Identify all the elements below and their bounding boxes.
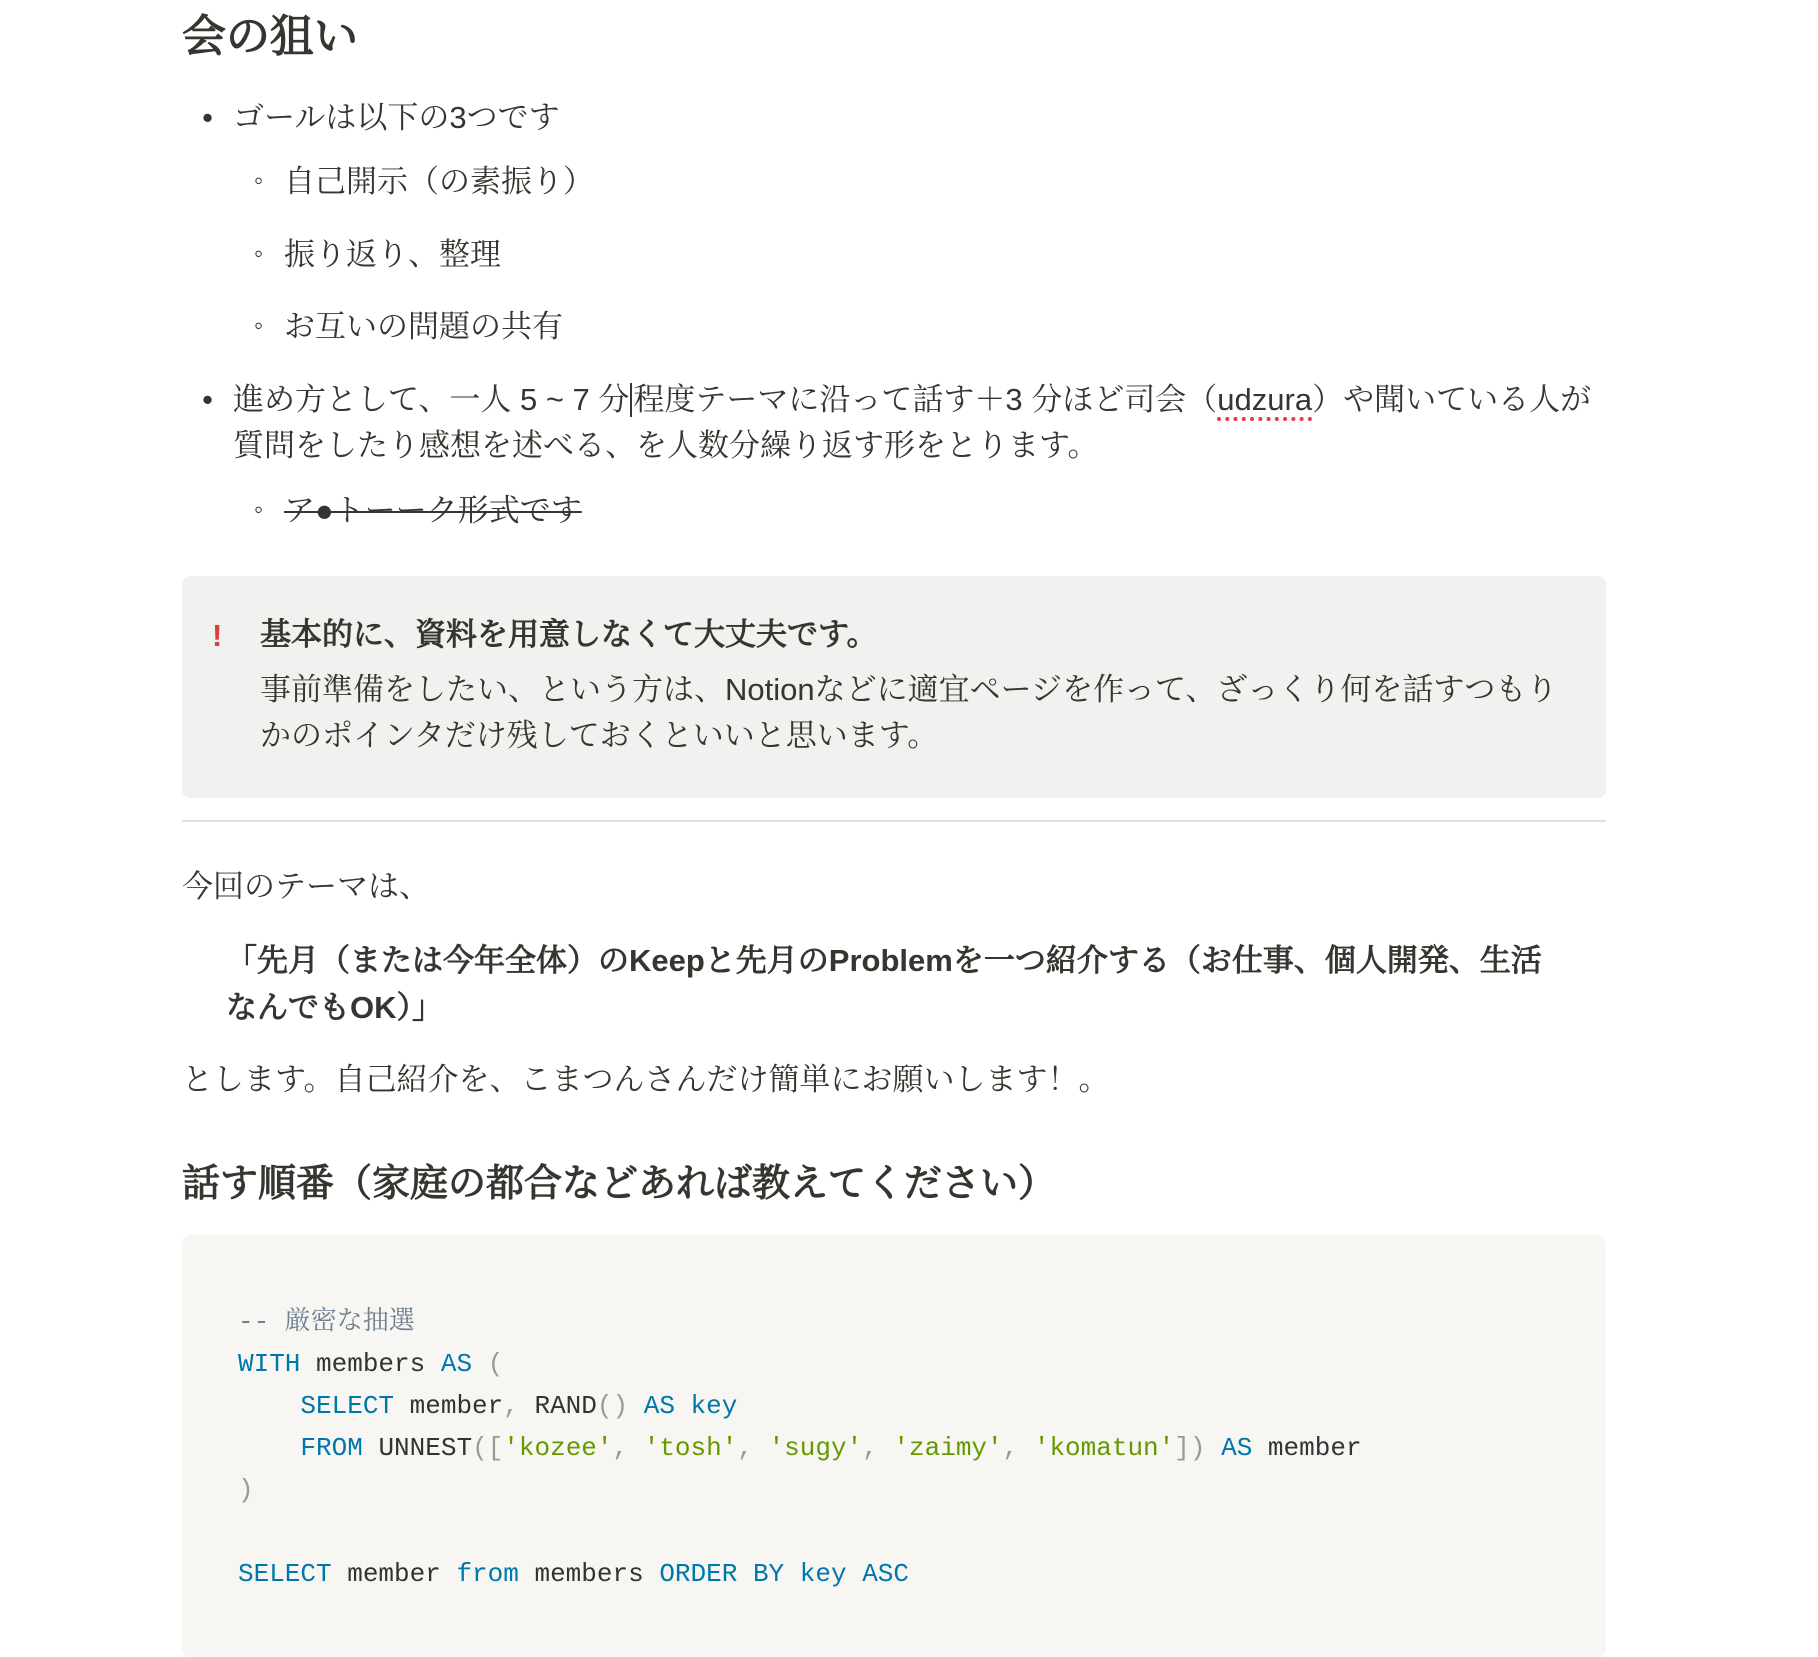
theme-quote[interactable]: 「先月（または今年全体）のKeepと先月のProblemを一つ紹介する（お仕事、個人開発、生活なんでもOK）」 (226, 943, 1542, 1025)
callout[interactable] (182, 576, 1606, 798)
list-item-text: 振り返り、整理 (284, 236, 501, 272)
list-item-text: ゴールは以下の3つです (233, 99, 560, 135)
circle-bullet-icon: ◦ (253, 237, 264, 268)
circle-bullet-icon: ◦ (253, 165, 264, 196)
code-line: -- 厳密な抽選 (238, 1307, 415, 1338)
section-title[interactable]: 話す順番（家庭の都合などあれば教えてください） (182, 1162, 1057, 1205)
bullet-icon: • (202, 381, 213, 417)
exclamation-icon: ! (212, 618, 223, 654)
code-line: FROM UNNEST(['kozee', 'tosh', 'sugy', 'zaimy', 'komatun']) AS member (300, 1433, 1362, 1464)
page-title[interactable]: 会の狙い (182, 12, 358, 61)
list-item[interactable] (182, 377, 1606, 470)
list-item[interactable] (182, 95, 1606, 142)
text-segment: 進め方として、一人 5 ~ 7 分 (233, 381, 630, 417)
code-line: WITH members AS ( (238, 1349, 504, 1380)
callout-text (260, 612, 1570, 760)
callout-body: 事前準備をしたい、という方は、Notionなどに適宜ページを作って、ざっくり何を話すつもりかのポインタだけ残しておくといいと思います。 (260, 671, 1558, 754)
udzura-mention[interactable]: udzura (1217, 381, 1313, 417)
list-item[interactable] (182, 159, 1606, 206)
code-line: ) (238, 1475, 254, 1506)
callout-title: 基本的に、資料を用意しなくて大丈夫です。 (260, 617, 878, 653)
text-segment: 程度テーマに沿って話す＋3 分ほど司会（ (633, 381, 1218, 417)
strikethrough-text: ア●トーーク形式です (284, 492, 582, 528)
list-item[interactable] (182, 232, 1606, 279)
list-item[interactable] (182, 488, 1606, 535)
code-line: SELECT member from members ORDER BY key ASC (238, 1559, 909, 1590)
list-item-text: お互いの問題の共有 (284, 309, 563, 345)
document-page (182, 0, 1606, 1657)
code-line (238, 1511, 1566, 1553)
theme-intro[interactable]: 今回のテーマは、 (182, 868, 430, 904)
list-item-text: 自己開示（の素振り） (284, 164, 594, 200)
code-block[interactable] (182, 1235, 1606, 1657)
circle-bullet-icon: ◦ (253, 493, 264, 524)
goal-list (182, 95, 1606, 535)
divider (182, 820, 1606, 822)
list-item-text (233, 377, 1606, 470)
circle-bullet-icon: ◦ (253, 310, 264, 341)
bullet-icon: • (202, 99, 213, 135)
list-item[interactable] (182, 304, 1606, 351)
code-line: SELECT member, RAND() AS key (300, 1391, 738, 1422)
text-segment: ）や聞いている人が質問をしたり感想を述べる、を人数分繰り返す形をとります。 (233, 381, 1592, 464)
theme-outro[interactable]: とします。自己紹介を、こまつんさんだけ簡単にお願いします！。 (182, 1062, 1110, 1098)
